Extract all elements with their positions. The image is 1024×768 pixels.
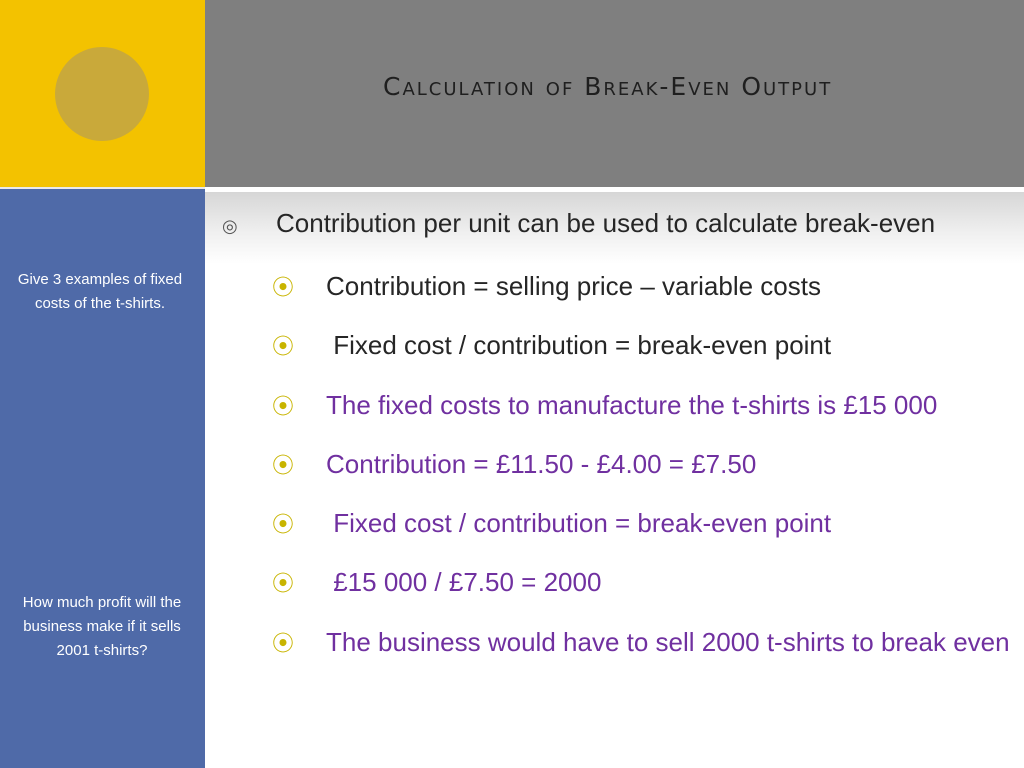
sub-bullet-text: Contribution = selling price – variable costs: [326, 271, 821, 301]
target-circle-icon: ⦿: [272, 571, 295, 597]
sub-bullet-text: The fixed costs to manufacture the t-shirts is £15 000: [326, 389, 938, 420]
sub-bullet-text: The business would have to sell 2000 t-shirts to break even: [326, 626, 1010, 657]
sub-bullet-text: Contribution = £11.50 - £4.00 = £7.50: [326, 448, 757, 479]
target-circle-icon: ⦿: [272, 275, 295, 300]
sub-bullet-break-even-formula: [272, 327, 1020, 386]
decorative-circle: [55, 47, 149, 141]
sub-bullet-text: Fixed cost / contribution = break-even point: [326, 508, 832, 539]
sub-bullet-fixed-costs: [272, 387, 1020, 446]
sidebar-note-profit: How much profit will the business make if it sells 2001 t-shirts?: [22, 594, 182, 659]
sidebar-divider: [0, 187, 205, 189]
target-circle-icon: ⦿: [272, 512, 295, 538]
sub-bullet-text: Fixed cost / contribution = break-even point: [326, 330, 832, 361]
target-circle-icon: ⦿: [272, 630, 295, 656]
slide-title: Calculation of Break-Even Output: [383, 72, 833, 101]
target-circle-icon: ⦿: [272, 334, 295, 360]
sub-bullet-contribution-calc: [272, 446, 1020, 505]
sub-bullet-list: [272, 268, 1020, 704]
target-circle-icon: ⦿: [272, 393, 295, 419]
sub-bullet-contribution-formula: [272, 268, 1020, 327]
sub-bullet-conclusion: [272, 624, 1020, 704]
sub-bullet-break-even-calc: [272, 564, 1020, 623]
target-circle-icon: ⦿: [272, 452, 295, 478]
main-bullet-text: Contribution per unit can be used to calculate break-even: [276, 208, 936, 238]
sub-bullet-text: £15 000 / £7.50 = 2000: [326, 567, 602, 598]
target-circle-icon: ◎: [222, 216, 238, 236]
sidebar-note-fixed-costs: Give 3 examples of fixed costs of the t-shirts.: [17, 271, 183, 312]
sub-bullet-break-even-formula-2: [272, 505, 1020, 564]
